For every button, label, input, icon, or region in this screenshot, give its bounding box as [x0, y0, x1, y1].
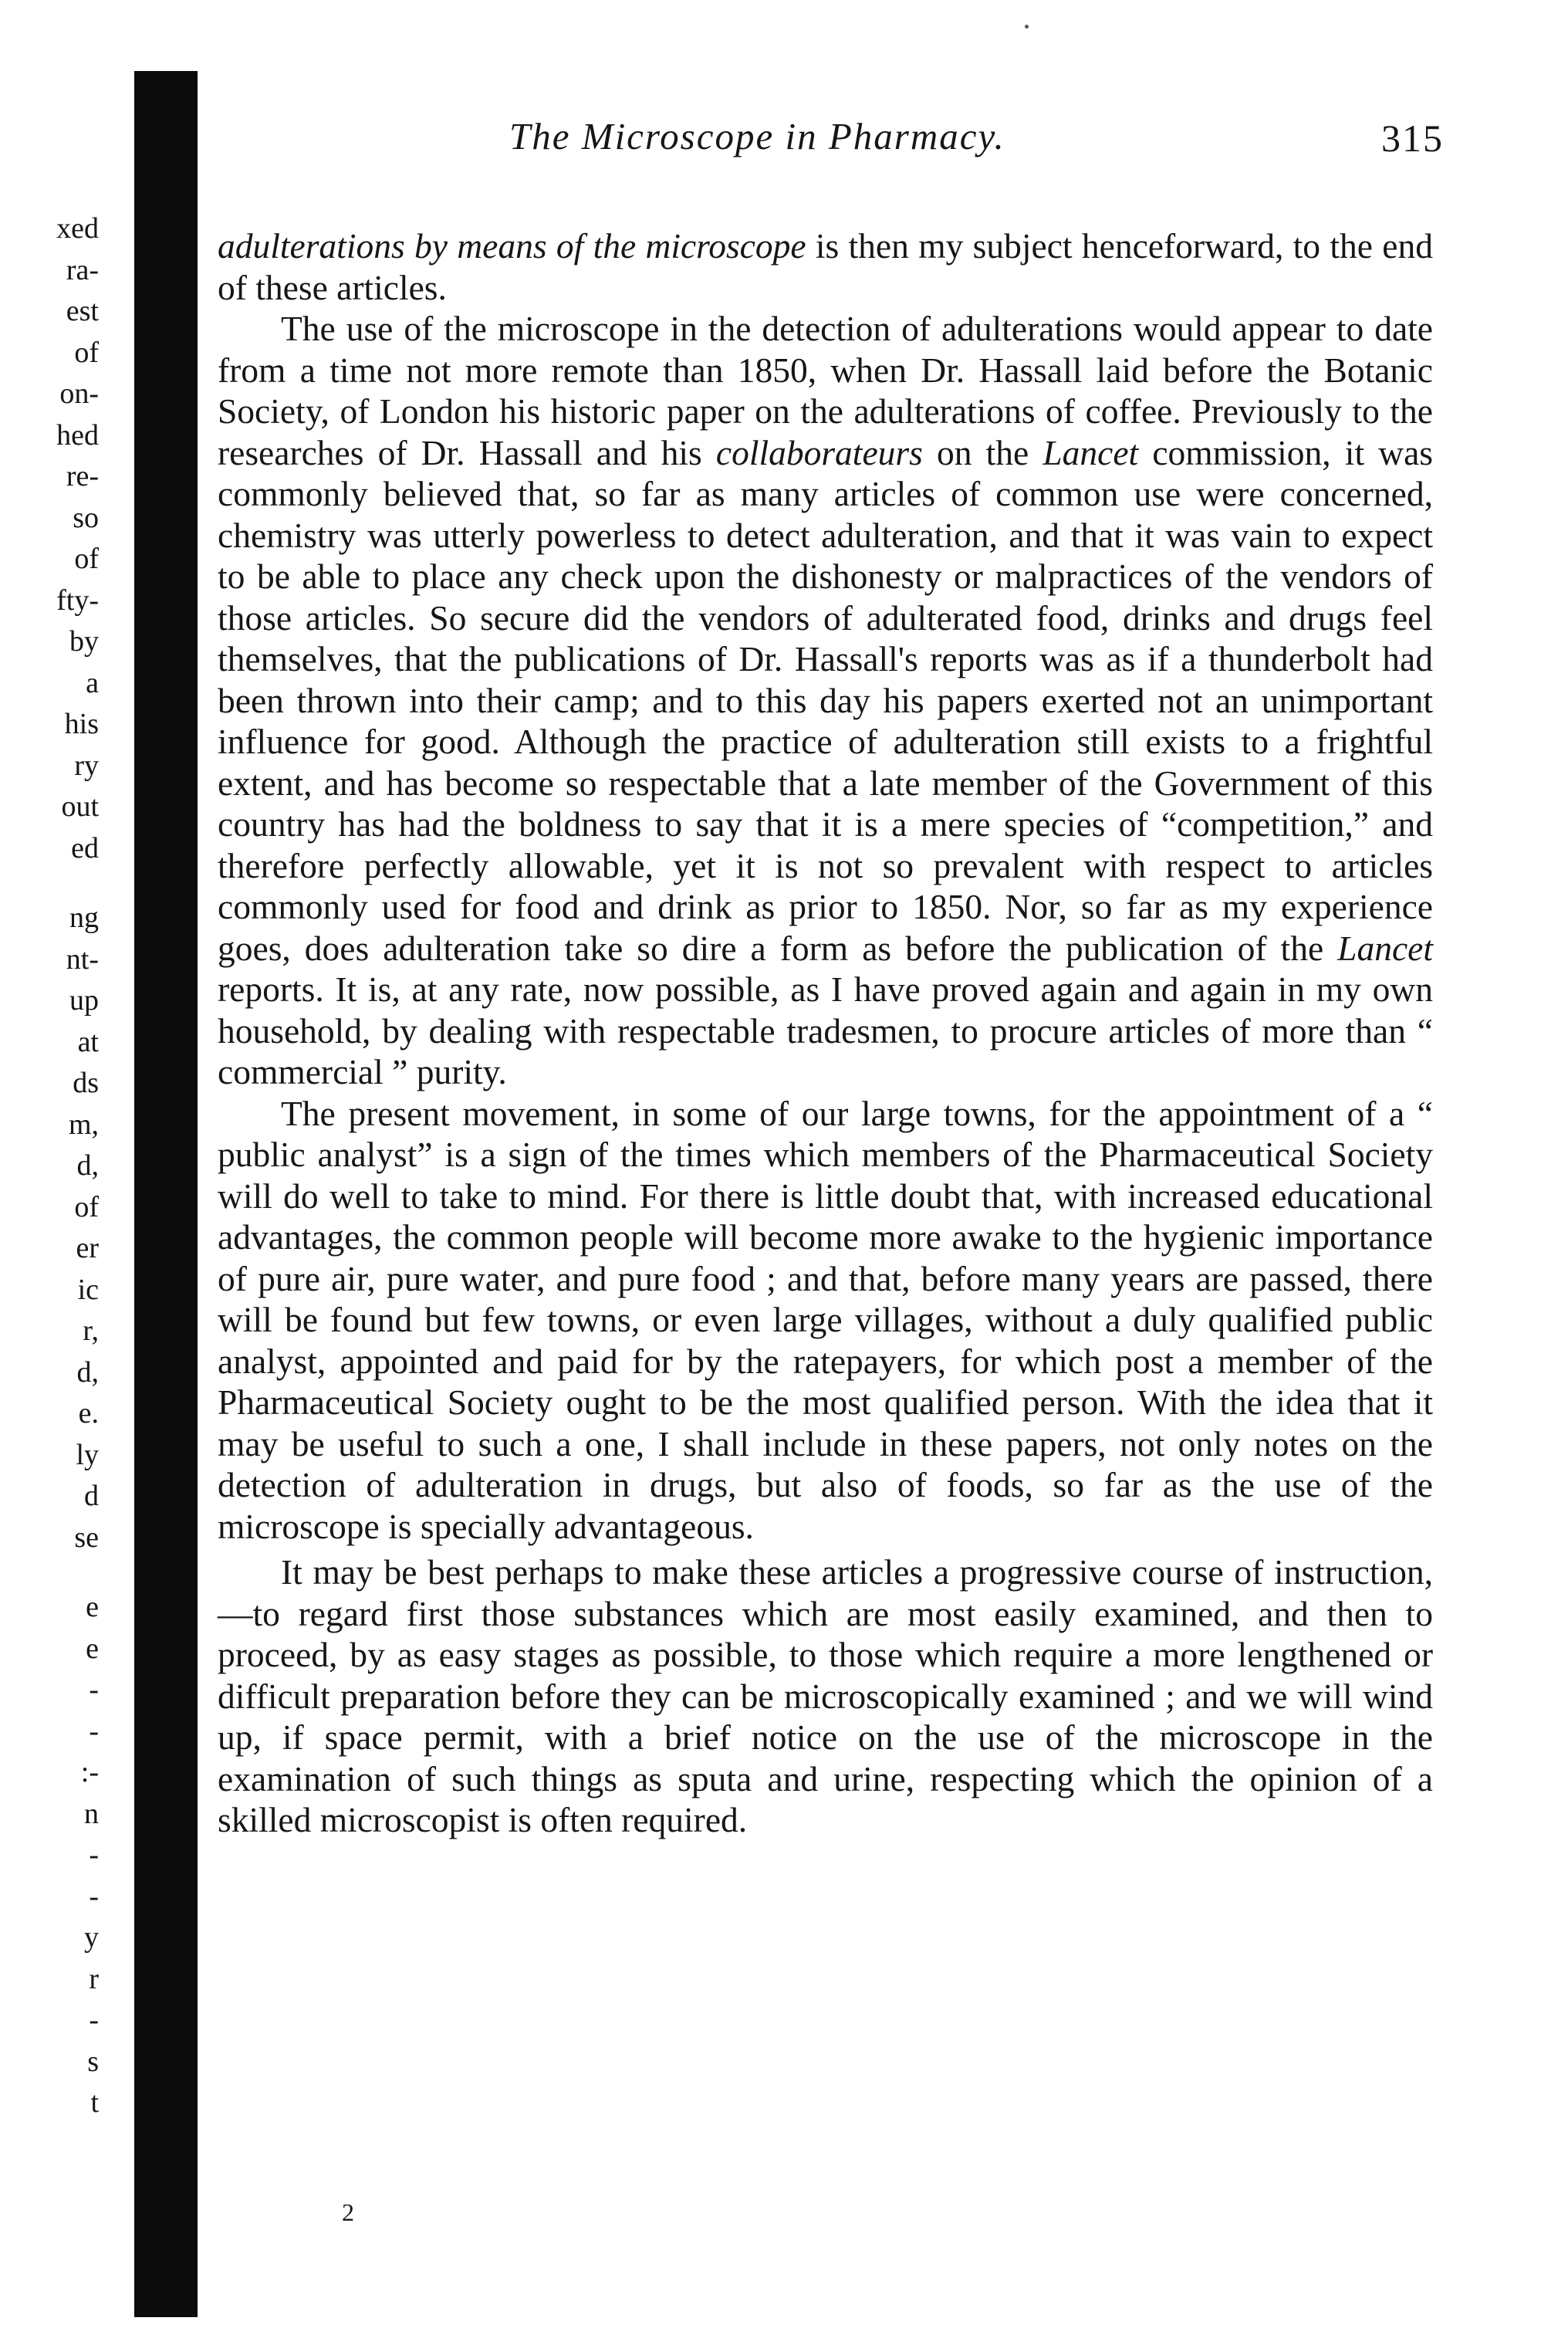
- facing-page-fragment: ra-: [66, 253, 99, 286]
- facing-page-fragment: xed: [56, 212, 99, 245]
- facing-page-fragment: ds: [73, 1067, 99, 1099]
- paragraph-1-italic-lead: adulterations by means of the microscope: [218, 226, 806, 266]
- facing-page-fragment: -: [89, 1673, 99, 1706]
- facing-page-fragment: [0, 1558, 108, 1587]
- facing-page-fragment: ed: [71, 831, 99, 864]
- paragraph-2-italic-collaborateurs: collaborateurs: [715, 432, 923, 472]
- facing-page-fragment: nt-: [66, 942, 99, 976]
- facing-page-fragment: a: [86, 666, 99, 699]
- facing-page-fragment: on-: [59, 377, 99, 410]
- facing-page-fragment: ry: [74, 749, 99, 782]
- facing-page-fragment: of: [74, 543, 99, 575]
- facing-page-fragment: d: [84, 1480, 99, 1512]
- page-number: 315: [1381, 117, 1444, 160]
- facing-page-fragment: r,: [83, 1314, 99, 1347]
- facing-page-fragment: of: [74, 1190, 99, 1223]
- facing-page-fragment: out: [61, 790, 99, 823]
- paragraph-2-text-c: commission, it was commonly believed that, so far as many articles of common use were concerned, chemistry was utterly powerless to detect adulteration, and that it was vain to expect to be able to place any check upon the dishonesty or malpractices of the vendors of those articles. So secure did the vendors of adulterated food, drinks and drugs feel themselves, that the publications of Dr. Hassall's reports was as if a thunderbolt had been thrown into their camp; and to this day his papers exerted not an unimportant influence for good. Although the practice of adulteration still exists to a frightful extent, and has become so respectable that a late member of the Government of this country has had the boldness to say that it is a mere species of “competition,” and therefore perfectly allowable, yet it is not so prevalent with respect to articles commonly used for food and drink as prior to 1850. Nor, so far as my experience goes, does adulteration take so dire a form as before the publication of the: [218, 432, 1433, 968]
- facing-page-fragment: r: [89, 1962, 99, 1995]
- facing-page-fragment: e: [86, 1591, 99, 1623]
- paragraph-4: It may be best perhaps to make these articles a progressive course of instruction,—to regard first those substances which are most easily examined, and then to proceed, by as easy stages as possible, to those which require a more lengthened or difficult preparation before they can be microscopically examined ; and we will wind up, if space permit, with a brief notice on the use of the microscope in the examination of such things as sputa and urine, respecting which the opinion of a skilled microscopist is often required.: [218, 1552, 1433, 1839]
- facing-page-fragment: y: [84, 1921, 99, 1954]
- facing-page-fragment: m,: [68, 1108, 99, 1141]
- facing-page-fragments: [0, 208, 108, 2124]
- facing-page-fragment: n: [84, 1797, 99, 1830]
- paragraph-1-text: is then my subject henceforward, to the end of these articles.: [218, 226, 1433, 307]
- paragraph-1: [218, 225, 1433, 308]
- facing-page-fragment: by: [69, 625, 99, 658]
- facing-page-fragment: est: [66, 295, 99, 327]
- facing-page-fragment: so: [73, 501, 99, 534]
- paragraph-2-italic-lancet: Lancet: [1043, 432, 1139, 472]
- facing-page-fragment: d,: [76, 1149, 99, 1182]
- facing-page-fragment: e: [86, 1632, 99, 1665]
- facing-page-fragment: of: [74, 336, 99, 369]
- paragraph-2-italic-lancet-2: Lancet: [1337, 928, 1433, 968]
- paragraph-2: [218, 308, 1433, 1093]
- facing-page-fragment: t: [90, 2086, 99, 2119]
- paragraph-2-text-a: The use of the microscope in the detection of adulterations would appear to date from a time not more remote than 1850, when Dr. Hassall laid before the Botanic Society, of London his historic paper on the adulterations of coffee. Previously to the researches of Dr. Hassall and his: [218, 309, 1433, 472]
- facing-page-fragment: -: [89, 1714, 99, 1748]
- facing-page-fragment: ng: [69, 902, 99, 934]
- facing-page-fragment: hed: [56, 418, 99, 452]
- facing-page-fragment: s: [87, 2045, 99, 2078]
- facing-page-fragment: d,: [76, 1355, 99, 1389]
- stray-dot: [1025, 25, 1029, 29]
- facing-page-fragment: -: [89, 1880, 99, 1913]
- facing-page-fragment: se: [74, 1521, 99, 1554]
- facing-page-fragment: er: [76, 1232, 99, 1264]
- article-body: [218, 225, 1433, 1841]
- signature-mark: 2: [342, 2198, 354, 2226]
- facing-page-fragment: ly: [76, 1438, 99, 1471]
- facing-page-fragment: -: [89, 1839, 99, 1871]
- running-title: The Microscope in Pharmacy.: [509, 115, 1005, 157]
- facing-page-fragment: e.: [78, 1397, 99, 1430]
- paragraph-3: The present movement, in some of our large towns, for the appointment of a “ public analyst” is a sign of the times which members of the Pharmaceutical Society will do well to take to mind. For there is little doubt that, with increased educational advantages, the common people will become more awake to the hygienic importance of pure air, pure water, and pure food ; and that, before many years are passed, there will be found but few towns, or even large villages, without a duly qualified public analyst, appointed and paid for by the ratepayers, for which post a member of the Pharmaceutical Society ought to be the most qualified person. With the idea that it may be useful to such a one, I shall include in these papers, not only notes on the detection of adulteration in drugs, but also of foods, so far as the use of the microscope is specially advantageous.: [218, 1093, 1433, 1546]
- facing-page-fragment: :-: [80, 1756, 99, 1788]
- facing-page-fragment: -: [89, 2004, 99, 2036]
- facing-page-fragment: fty-: [56, 584, 99, 617]
- facing-page-fragment: [0, 869, 108, 898]
- facing-page-fragment: ic: [77, 1273, 99, 1306]
- binding-gutter: [134, 71, 198, 2317]
- paragraph-2-text-d: reports. It is, at any rate, now possible, as I have proved again and again in my own household, by dealing with respectable tradesmen, to procure articles of more than “ commercial ” purity.: [218, 969, 1433, 1091]
- facing-page-fragment: his: [64, 708, 99, 740]
- facing-page-fragment: re-: [66, 460, 99, 492]
- facing-page-fragment: up: [69, 984, 99, 1017]
- facing-page-fragment: at: [77, 1025, 99, 1058]
- paragraph-2-text-b: on the: [922, 432, 1043, 472]
